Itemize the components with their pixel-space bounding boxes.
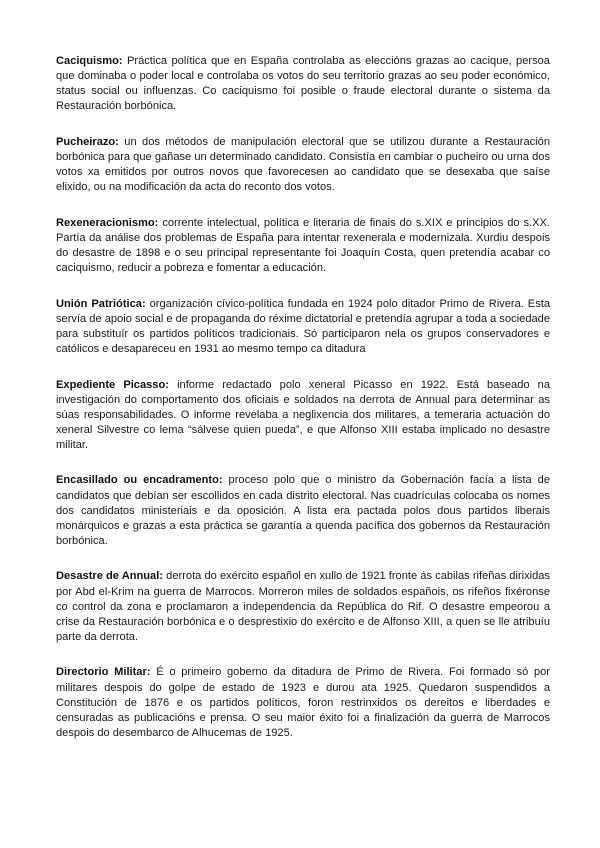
term-rexeneracionismo: Rexeneracionismo: bbox=[56, 216, 159, 229]
definition-caciquismo: Práctica política que en España controlaba as eleccións grazas ao cacique, persoa que dominaba o poder local e controlaba os votos do seu territorio grazas ao seu poder económico, status social ou influenzas. Co caciquismo foi posible o fraude electoral durante o sistema da Restauración borbónica. bbox=[56, 55, 550, 113]
definition-pucheirazo: un dos métodos de manipulación electoral que se utilizou durante a Restauración borbónica para que gañase un determinado candidato. Consistía en cambiar o pucheiro ou urna dos votos xa emitidos por outros novos que favorecesen ao candidato que se desexaba que saíse elixido, ou na modificación da acta do reconto dos votos. bbox=[56, 135, 550, 194]
glossary-page bbox=[56, 54, 550, 761]
glossary-entry-union-patriotica bbox=[56, 297, 550, 357]
definition-directorio-militar: É o primeiro goberno da ditadura de Primo de Rivera. Foi formado só por militares despois do golpe de estado de 1923 e durou ata 1925. Quedaron suspendidos a Constitución de 1876 e os partidos políticos, foron restrinxidos os dereitos e liberdades e censuradas as publicacións e prensa. O seu maior éxito foi a finalización da guerra de Marrocos despois do desembarco de Alhucemas de 1925. bbox=[56, 666, 551, 739]
definition-desastre-annual: derrota do exército español en xullo de 1921 fronte ás cabilas rifeñas dirixidas por Abd el-Krim na guerra de Marrocos. Morreron miles de soldados españois, os rifeños fixéronse co control da zona e proclamaron a independencia da República do Rif. O desastre empeorou a crise da Restauración borbónica e o desprestixio do exército e de Alfonso XIII, a quen se lle atribuíu parte da derrota. bbox=[56, 570, 550, 643]
glossary-entry-desastre-annual bbox=[56, 569, 550, 644]
term-pucheirazo: Pucheirazo: bbox=[56, 135, 119, 148]
glossary-entry-encasillado bbox=[56, 473, 550, 548]
term-union-patriotica: Unión Patriótica: bbox=[56, 297, 146, 310]
glossary-entry-caciquismo bbox=[56, 54, 550, 114]
term-desastre-annual: Desastre de Annual: bbox=[56, 570, 164, 583]
definition-union-patriotica: organización cívico-política fundada en 1924 polo ditador Primo de Rivera. Esta servía de apoio social e de propaganda do réxime dictatorial e pretendía agrupar a toda a sociedade para substituír os partidos políticos tradicionais. Só participaron nela os grupos conservadores e católicos e desapareceu en 1931 ao mesmo tempo ca ditadura bbox=[56, 297, 551, 355]
glossary-entry-rexeneracionismo bbox=[56, 216, 550, 276]
definition-expediente-picasso: informe redactado polo xeneral Picasso en 1922. Está baseado na investigación do comportamento dos oficiais e soldados na derrota de Annual para determinar as súas responsabilidades. O informe revelaba a neglixencia dos militares, a temeraria actuación do xeneral Silvestre co lema “sálvese quien pueda”, e que Alfonso XIII estaba implicado no desastre militar. bbox=[56, 378, 550, 451]
definition-encasillado: proceso polo que o ministro da Gobernación facía a lista de candidatos que debían ser escollidos en cada distrito electoral. Nas cuadrículas colocaba os nomes dos candidatos ministeriais e da oposición. A lista era pactada polos dous partidos liberais monárquicos e grazas a esta práctica se garantía a quenda pacífica dos gobernos da Restauración borbónica. bbox=[56, 474, 550, 547]
glossary-entry-pucheirazo bbox=[56, 135, 550, 195]
definition-rexeneracionismo: corrente intelectual, política e literaria de finais do s.XIX e principios do s.XX. Partía da análise dos problemas de España para intentar rexenerala e modernizala. Xurdiu despois do desastre de 1898 e o seu principal representante foi Joaquín Costa, quen pretendía acabar co caciquismo, reducir a pobreza e fomentar a educación. bbox=[56, 216, 550, 275]
term-caciquismo: Caciquismo: bbox=[56, 55, 123, 67]
glossary-entry-directorio-militar bbox=[56, 665, 550, 740]
term-expediente-picasso: Expediente Picasso: bbox=[56, 378, 169, 391]
term-encasillado: Encasillado ou encadramento: bbox=[56, 474, 223, 487]
glossary-entry-expediente-picasso bbox=[56, 378, 550, 453]
term-directorio-militar: Directorio Militar: bbox=[56, 666, 151, 679]
